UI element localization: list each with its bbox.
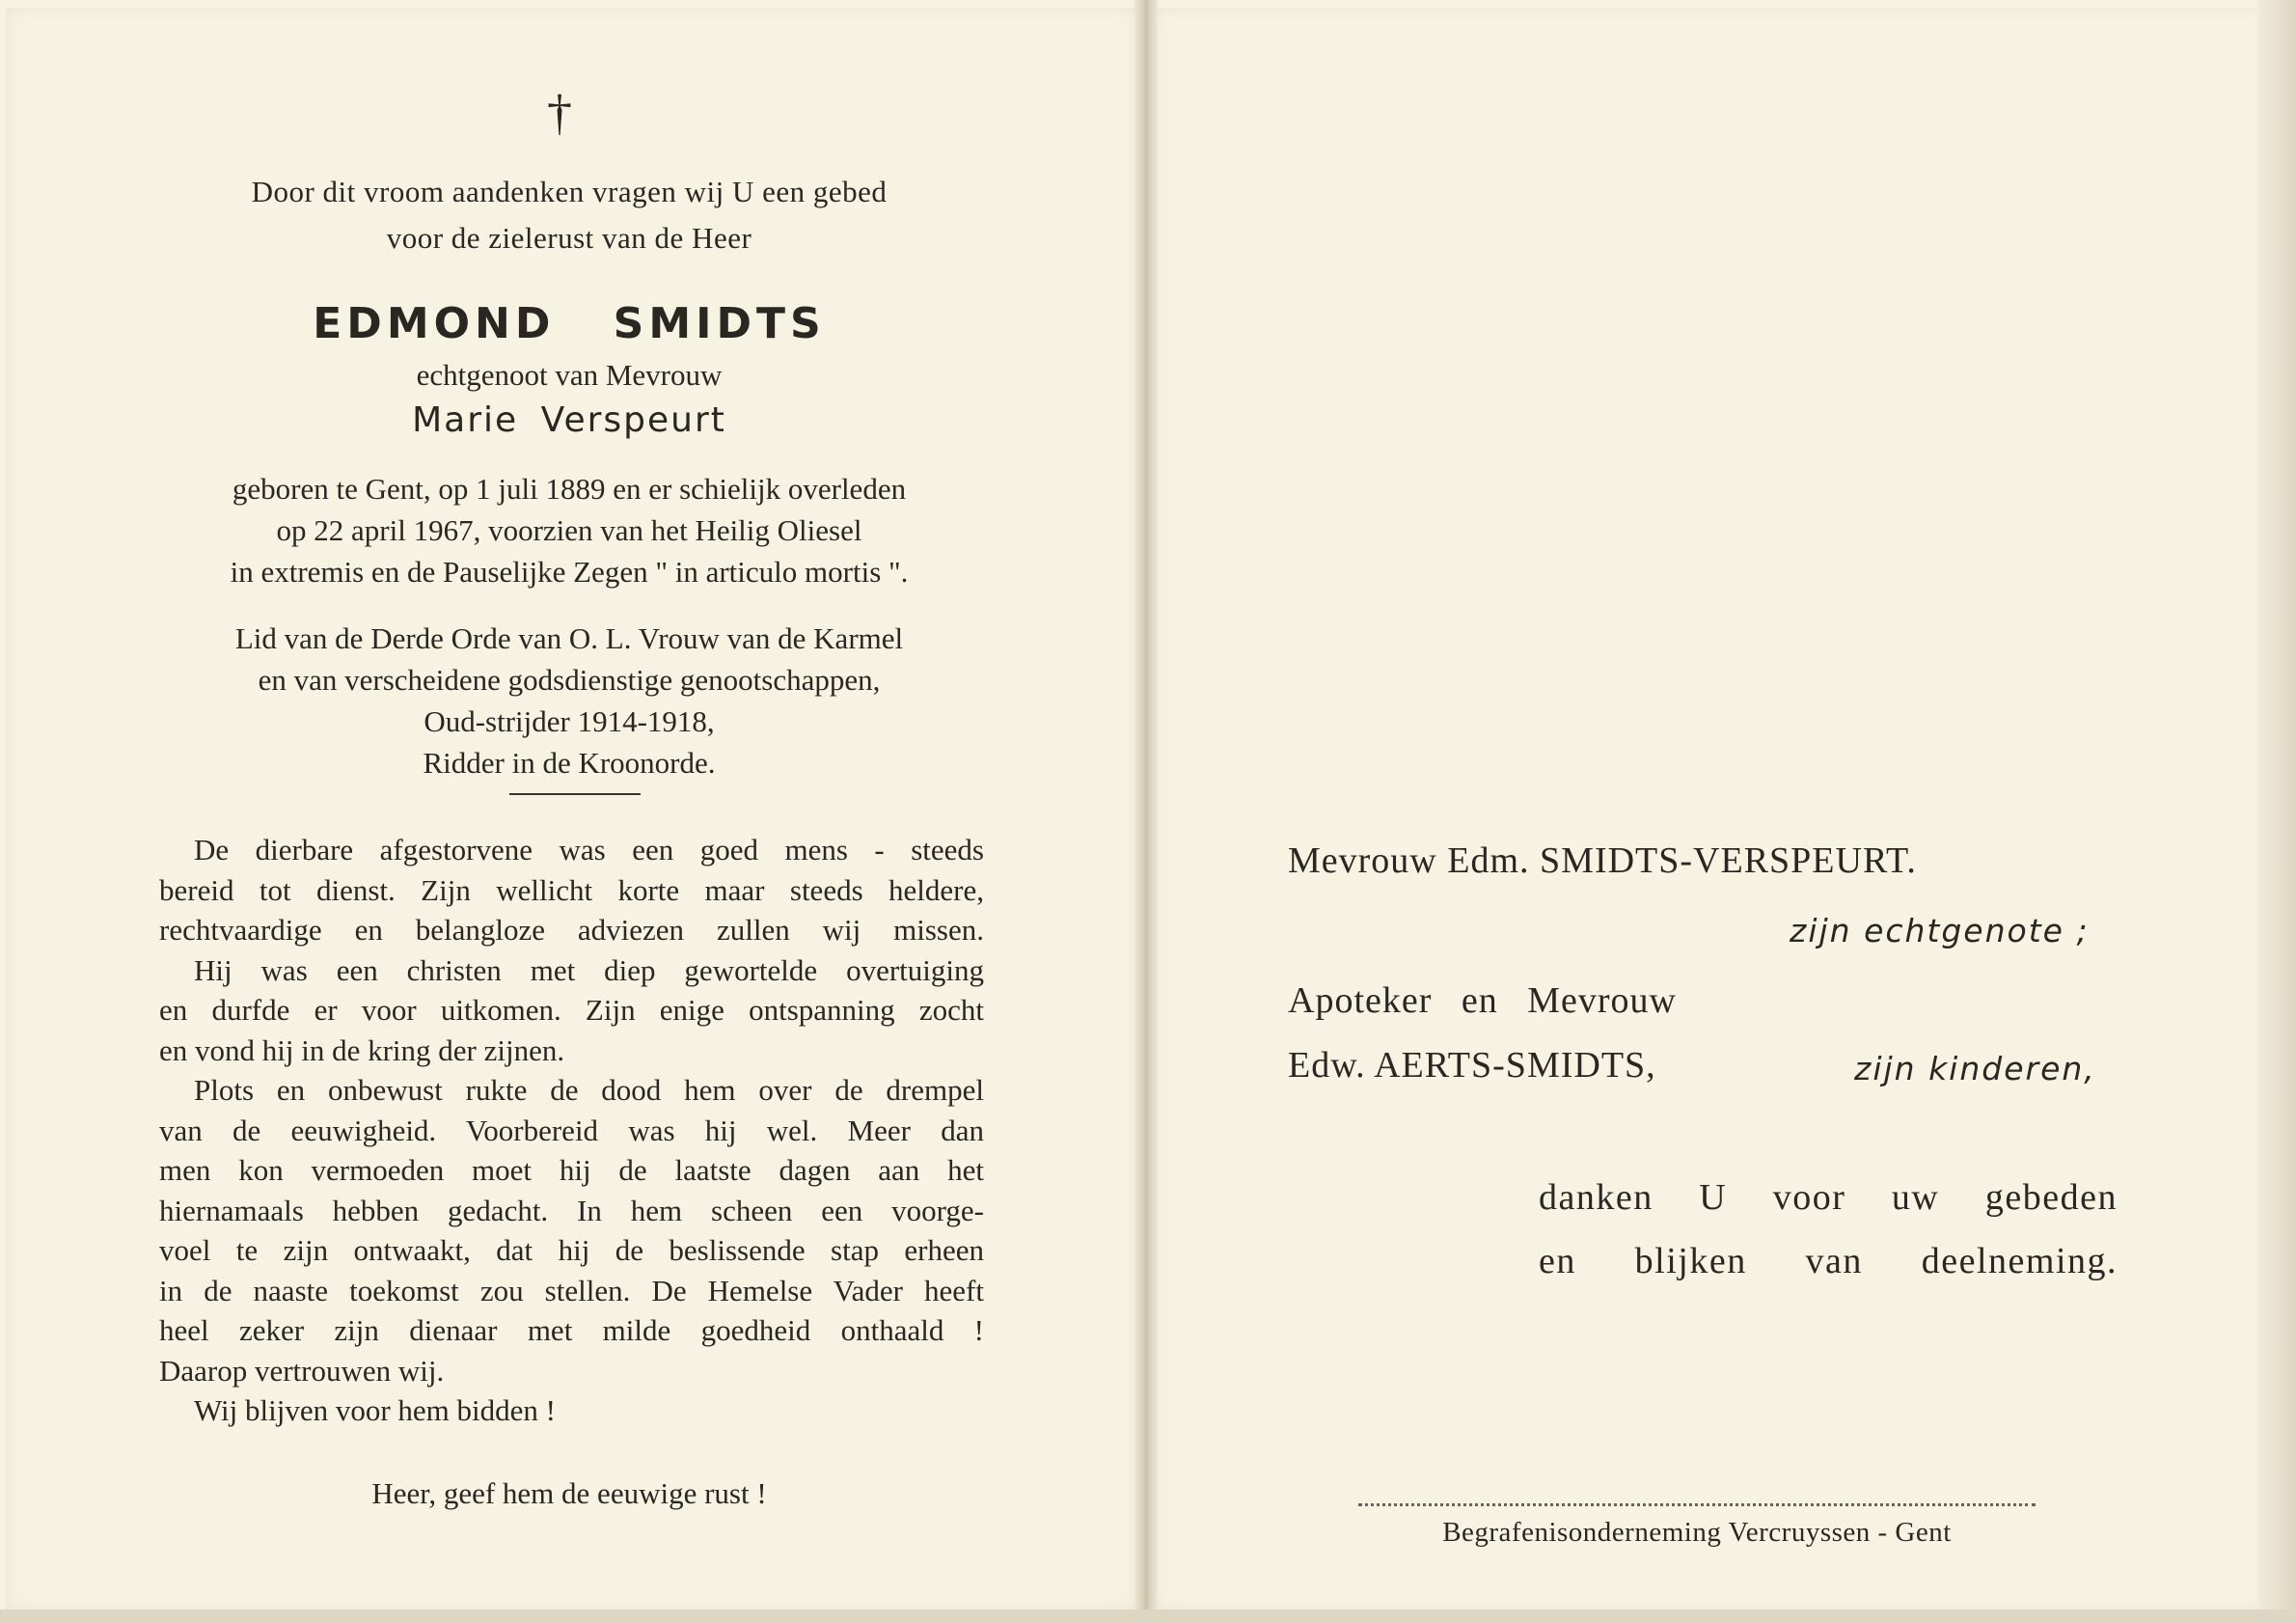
tribute-line: De dierbare afgestorvene was een goed mens - steeds	[194, 833, 984, 867]
tribute-line: in de naaste toekomst zou stellen. De Hemelse Vader heeft	[159, 1273, 984, 1307]
tribute-line: Hij was een christen met diep gewortelde overtuiging	[194, 952, 984, 987]
tribute-line: Daarop vertrouwen wij.	[159, 1353, 445, 1388]
tribute-line: heel zeker zijn dienaar met milde goedheid onthaald !	[159, 1313, 984, 1347]
children-line-2: Edw. AERTS-SMIDTS,	[1288, 1045, 1656, 1086]
membership-text	[135, 618, 1003, 784]
closing-prayer: Heer, geef hem de eeuwige rust !	[371, 1476, 767, 1510]
birth-line: geboren te Gent, op 1 juli 1889 en er schielijk overleden	[232, 472, 907, 506]
right-page	[1154, 8, 2284, 1609]
widow-role: zijn echtgenote ;	[1790, 912, 2090, 949]
intro-line: Door dit vroom aandenken vragen wij U een gebed	[251, 175, 888, 208]
tribute-line: men kon vermoeden moet hij de laatste dagen aan het	[159, 1153, 984, 1187]
birth-line: op 22 april 1967, voorzien van het Heilig Oliesel	[276, 513, 862, 547]
children-role: zijn kinderen,	[1854, 1050, 2096, 1087]
thanks-line: en blijken van deelneming.	[1539, 1241, 2118, 1281]
center-fold	[1134, 0, 1158, 1623]
tribute-text	[159, 830, 984, 1431]
intro-line: voor de zielerust van de Heer	[386, 221, 752, 255]
dotted-divider	[1358, 1503, 2036, 1506]
divider-rule	[509, 793, 641, 795]
intro-text	[135, 169, 1003, 261]
membership-line: en van verscheidene godsdienstige genootschappen,	[258, 663, 881, 697]
membership-line: Ridder in de Kroonorde.	[423, 746, 716, 780]
widow-name: Mevrouw Edm. SMIDTS-VERSPEURT.	[1288, 840, 1917, 881]
right-edge	[2257, 0, 2296, 1623]
tribute-line: bereid tot dienst. Zijn wellicht korte maar steeds heldere,	[159, 872, 984, 907]
membership-line: Oud-strijder 1914-1918,	[424, 704, 715, 738]
birth-line: in extremis en de Pauselijke Zegen " in articulo mortis ".	[230, 555, 909, 589]
membership-line: Lid van de Derde Orde van O. L. Vrouw van de Karmel	[234, 621, 904, 655]
tribute-line: rechtvaardige en belangloze adviezen zullen wij missen.	[159, 913, 984, 947]
cross-icon: †	[547, 86, 572, 141]
spouse-name: Marie Verspeurt	[412, 400, 726, 440]
thanks-text	[1539, 1166, 2118, 1293]
tribute-line: en vond hij in de kring der zijnen.	[159, 1032, 565, 1067]
tribute-line: Plots en onbewust rukte de dood hem over de drempel	[194, 1073, 984, 1107]
thanks-line: danken U voor uw gebeden	[1539, 1177, 2118, 1218]
tribute-line: van de eeuwigheid. Voorbereid was hij wel. Meer dan	[159, 1113, 984, 1147]
tribute-line: Wij blijven voor hem bidden !	[194, 1393, 556, 1427]
tribute-line: en durfde er voor uitkomen. Zijn enige ontspanning zocht	[159, 993, 984, 1027]
birth-death-text	[135, 468, 1003, 592]
spouse-label: echtgenoot van Mevrouw	[416, 358, 723, 392]
children-line-1: Apoteker en Mevrouw	[1288, 980, 1678, 1021]
undertaker-credit: Begrafenisonderneming Vercruyssen - Gent	[1442, 1517, 1952, 1548]
tribute-line: hiernamaals hebben gedacht. In hem scheen een voorge-	[159, 1193, 984, 1227]
tribute-line: voel te zijn ontwaakt, dat hij de beslissende stap erheen	[159, 1233, 984, 1267]
bottom-edge	[0, 1609, 2296, 1623]
deceased-name: EDMOND SMIDTS	[313, 299, 826, 348]
